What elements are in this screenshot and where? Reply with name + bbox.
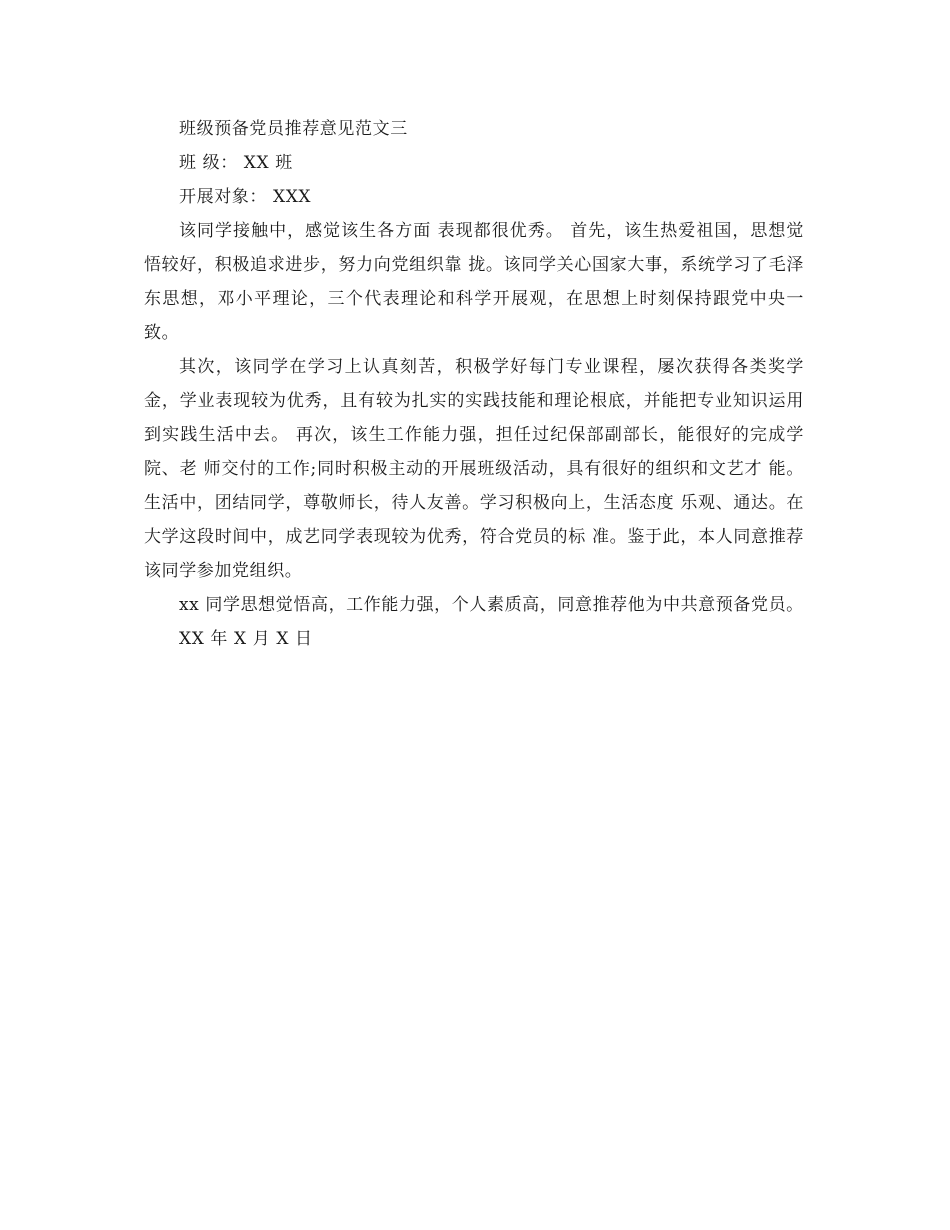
paragraph-study-work: 其次，该同学在学习上认真刻苦，积极学好每门专业课程，屡次获得各类奖学金，学业表现较为优秀，且有较为扎实的实践技能和理论根底，并能把专业知识运用到实践生活中去。 再次，该生工作能力强，担任过纪保部副部长，能很好的完成学院、老 师交付的工作;同时积极主动的开展班级活动，具有很好的组织和文艺才 能。生活中，团结同学，尊敬师长，待人友善。学习积极向上，生活态度 乐观、通达。在大学这段时间中，成艺同学表现较为优秀，符合党员的标 准。鉴于此，本人同意推荐该同学参加党组织。	[144, 357, 804, 581]
date-line: XX 年 X 月 X 日	[179, 629, 313, 649]
class-line: 班 级： XX 班	[179, 153, 293, 173]
target-line: 开展对象： XXX	[179, 187, 312, 207]
paragraph-conclusion: xx 同学思想觉悟高，工作能力强，个人素质高，同意推荐他为中共意预备党员。	[179, 595, 804, 615]
document-title: 班级预备党员推荐意见范文三	[179, 119, 408, 139]
paragraph-intro: 该同学接触中，感觉该生各方面 表现都很优秀。 首先，该生热爱祖国，思想觉悟较好，积极追求进步，努力向党组织靠 拢。该同学关心国家大事，系统学习了毛泽东思想，邓小平理论，三个代表理论和科学开展观，在思想上时刻保持跟党中央一致。	[144, 221, 804, 343]
document-body	[144, 112, 804, 656]
